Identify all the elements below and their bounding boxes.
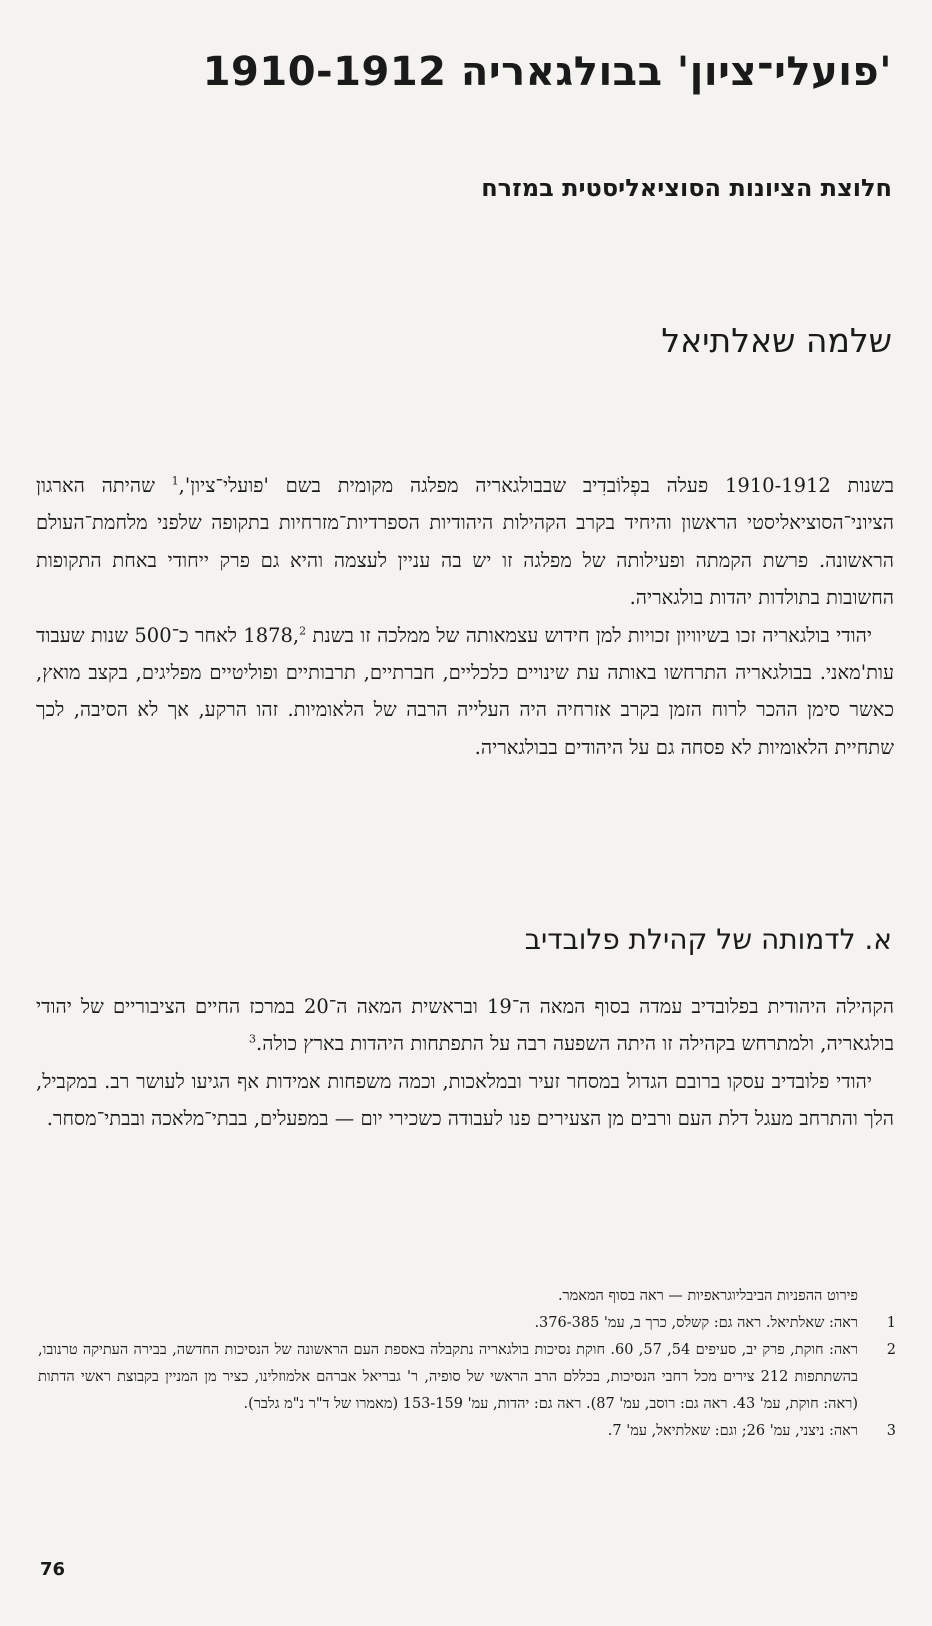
page-number: 76 — [40, 1559, 66, 1580]
footnote-number: 3 — [886, 1423, 896, 1439]
footnote-text: ראה: שאלתיאל. ראה גם: קשלס, כרך ב, עמ' 376-385. — [534, 1315, 858, 1331]
section-a-paragraph-1 — [36, 988, 894, 1063]
footnote-item — [38, 1310, 896, 1337]
footnote-item — [38, 1418, 896, 1445]
footnotes-intro: פירוט ההפניות הביבליוגראפיות — ראה בסוף המאמר. — [557, 1288, 858, 1304]
article-subtitle: חלוצת הציונות הסוציאליסטית במזרח — [481, 174, 892, 202]
intro-p2-text-a: יהודי בולגאריה זכו בשיוויון זכויות למן חידוש עצמאותה של ממלכה זו בשנת 1878, — [243, 623, 872, 647]
footnote-ref-3: 3 — [249, 1032, 257, 1046]
author-name: שלמה שאלתיאל — [661, 321, 892, 360]
intro-p1-text-b: שהיתה הארגון הציוני־הסוציאליסטי הראשון והיחיד בקרב הקהילות היהודיות הספרדיות־מזרחיות בתקופה שלפני מלחמת־העולם הראשונה. פרשת הקמתה ופעילותה של מפלגה זו יש בה עניין לעצמה והיא גם פרק ייחודי באחת התקופות החשובות בתולדות יהדות בולגאריה. — [36, 474, 894, 610]
intro-paragraph-2 — [36, 617, 894, 767]
footnote-text: ראה: חוקת, פרק יב, סעיפים 54, 57, 60. חוקת נסיכות בולגאריה נתקבלה באספת העם הראשונה של הנסיכות החדשה, בבירה העתיקה טרנובו, בהשתתפות 212 צירים מכל רחבי הנסיכות, בכללם הרב הראשי של סופיה, ר' גבריאל אברהם אלמוזלינו, כציר מן המניין בקבוצת ראשי הדתות (ראה: חוקת, עמ' 43. ראה גם: רוסב, עמ' 87). ראה גם: יהדות, עמ' 153-159 (מאמרו של ד"ר נ"מ גלבר). — [38, 1342, 859, 1412]
footnote-text: ראה: ניצני, עמ' 26; וגם: שאלתיאל, עמ' 7. — [607, 1423, 858, 1439]
footnotes — [38, 1283, 896, 1445]
intro-p2-text-b: לאחר כ־500 שנות שעבוד עות'מאני. בבולגאריה התרחשו באותה עת שינויים כלכליים, חברתיים, תרבותיים ופוליטיים מפליגים, בקצב מואץ, כאשר סימן ההכר לרוח הזמן בקרב אזרחיה היה העלייה הרבה של הלאומיות. זהו הרקע, אך לא הסיבה, לכך שתחיית הלאומיות לא פסחה גם על היהודים בבולגאריה. — [36, 623, 894, 759]
section-a-paragraph-2: יהודי פלובדיב עסקו ברובם הגדול במסחר זעיר ובמלאכות, וכמה משפחות אמידות אף הגיעו לעושר רב. במקביל, הלך והתרחב מעגל דלת העם ורבים מן הצעירים פנו לעבודה כשכירי יום — במפעלים, בבתי־מלאכה ובבתי־מסחר. — [36, 1069, 894, 1131]
section-a-heading: א. לדמותה של קהילת פלובדיב — [524, 923, 892, 956]
intro-p1-text-a: בשנות 1910-1912 פעלה בפְלוֹבדִיב שבבולגאריה מפלגה מקומית בשם 'פועלי־ציון', — [178, 474, 894, 497]
section-a-body — [36, 988, 894, 1138]
footnote-ref-1: 1 — [171, 474, 179, 488]
footnote-number: 1 — [886, 1315, 896, 1331]
footnote-ref-2: 2 — [299, 624, 307, 638]
article-title: 'פועלי־ציון' בבולגאריה 1910-1912 — [202, 49, 892, 95]
section-a-p1-text: הקהילה היהודית בפלובדיב עמדה בסוף המאה ה־19 ובראשית המאה ה־20 במרכז החיים הציבוריים של יהודי בולגאריה, ולמתרחש בקהילה זו היתה השפעה רבה על התפתחות היהדות בארץ כולה. — [36, 995, 895, 1056]
footnote-number: 2 — [886, 1342, 896, 1358]
intro-paragraph-1 — [36, 467, 894, 617]
intro-section — [36, 467, 894, 766]
footnote-item — [38, 1337, 896, 1418]
